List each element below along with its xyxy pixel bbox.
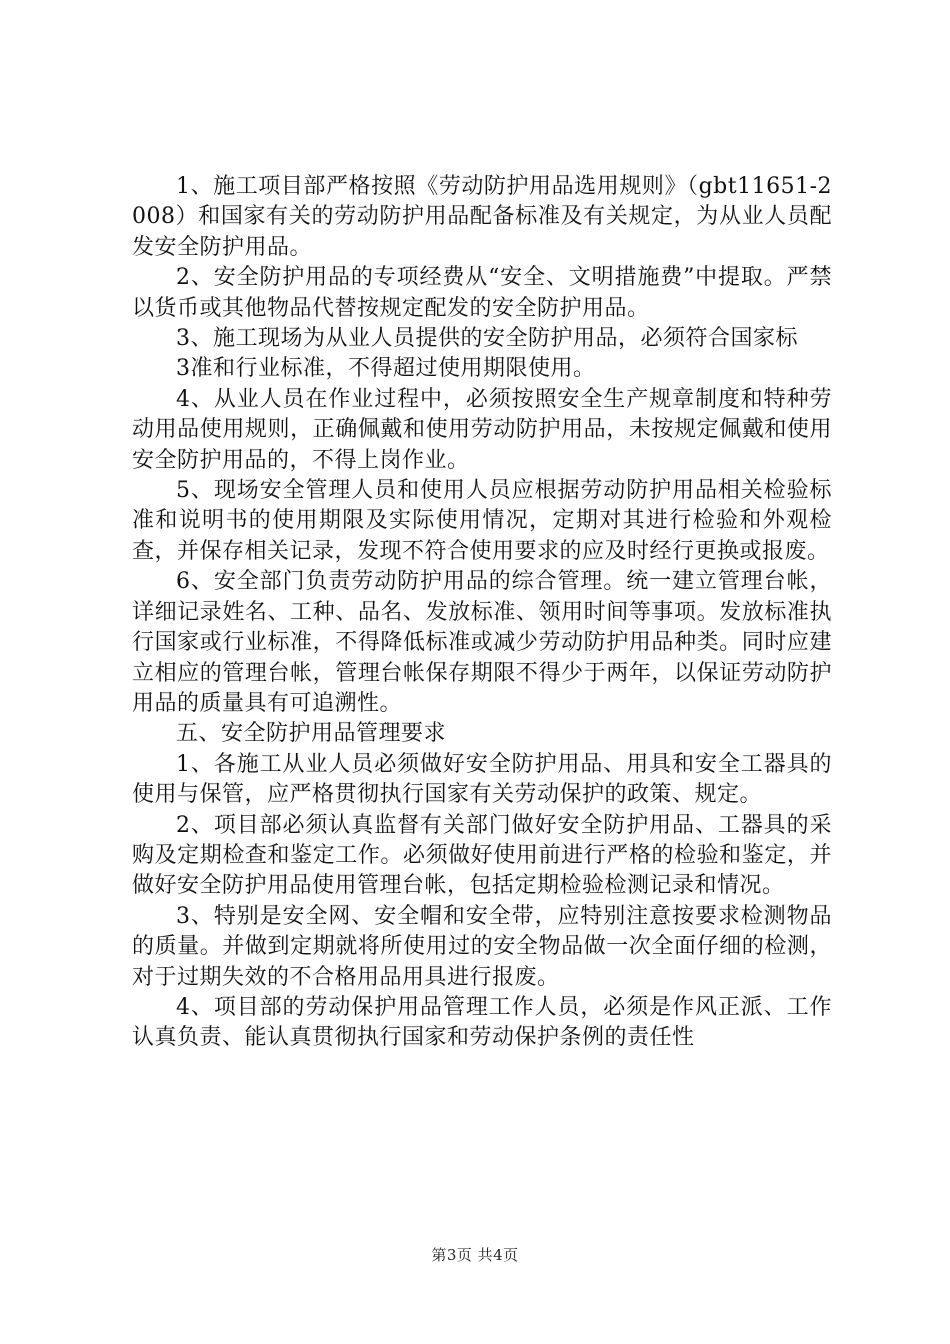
paragraph-4: 3准和行业标准，不得超过使用期限使用。: [176, 356, 596, 382]
document-body: [132, 172, 832, 1054]
paragraph-5: 4、从业人员在作业过程中，必须按照安全生产规章制度和特种劳动用品使用规则，正确佩戴和使用劳动防护用品，未按规定佩戴和使用安全防护用品的，不得上岗作业。: [132, 386, 832, 473]
paragraph-2: 2、安全防护用品的专项经费从“安全、文明措施费”中提取。严禁以货币或其他物品代替按规定配发的安全防护用品。: [132, 265, 832, 321]
paragraph-3: 3、施工现场为从业人员提供的安全防护用品，必须符合国家标: [176, 326, 798, 352]
paragraph-7: 6、安全部门负责劳动防护用品的综合管理。统一建立管理台帐，详细记录姓名、工种、品名、发放标准、领用时间等事项。发放标准执行国家或行业标准，不得降低标准或减少劳动防护用品种类。同时应建立相应的管理台帐，管理台帐保存期限不得少于两年，以保证劳动防护用品的质量具有可追溯性。: [132, 569, 832, 716]
paragraph-11: 4、项目部的劳动保护用品管理工作人员，必须是作风正派、工作认真负责、能认真贯彻执行国家和劳动保护条例的责任性: [132, 994, 832, 1051]
paragraph-1: 1、施工项目部严格按照《劳动防护用品选用规则》（gbt11651-2008）和国家有关的劳动防护用品配备标准及有关规定，为从业人员配发安全防护用品。: [132, 174, 832, 260]
paragraph-10: 3、特别是安全网、安全帽和安全带，应特别注意按要求检测物品的质量。并做到定期就将所使用过的安全物品做一次全面仔细的检测，对于过期失效的不合格用品用具进行报废。: [132, 903, 832, 990]
paragraph-8: 1、各施工从业人员必须做好安全防护用品、用具和安全工器具的使用与保管，应严格贯彻执行国家有关劳动保护的政策、规定。: [132, 751, 832, 808]
paragraph-9: 2、项目部必须认真监督有关部门做好安全防护用品、工器具的采购及定期检查和鉴定工作。必须做好使用前进行严格的检验和鉴定，并做好安全防护用品使用管理台帐，包括定期检验检测记录和情况。: [132, 812, 832, 899]
paragraph-6: 5、现场安全管理人员和使用人员应根据劳动防护用品相关检验标准和说明书的使用期限及实际使用情况，定期对其进行检验和外观检查，并保存相关记录，发现不符合使用要求的应及时经行更换或报废。: [132, 478, 832, 564]
page-number-footer: 第3页 共4页: [431, 1246, 519, 1264]
section-heading: 五、安全防护用品管理要求: [176, 721, 447, 747]
